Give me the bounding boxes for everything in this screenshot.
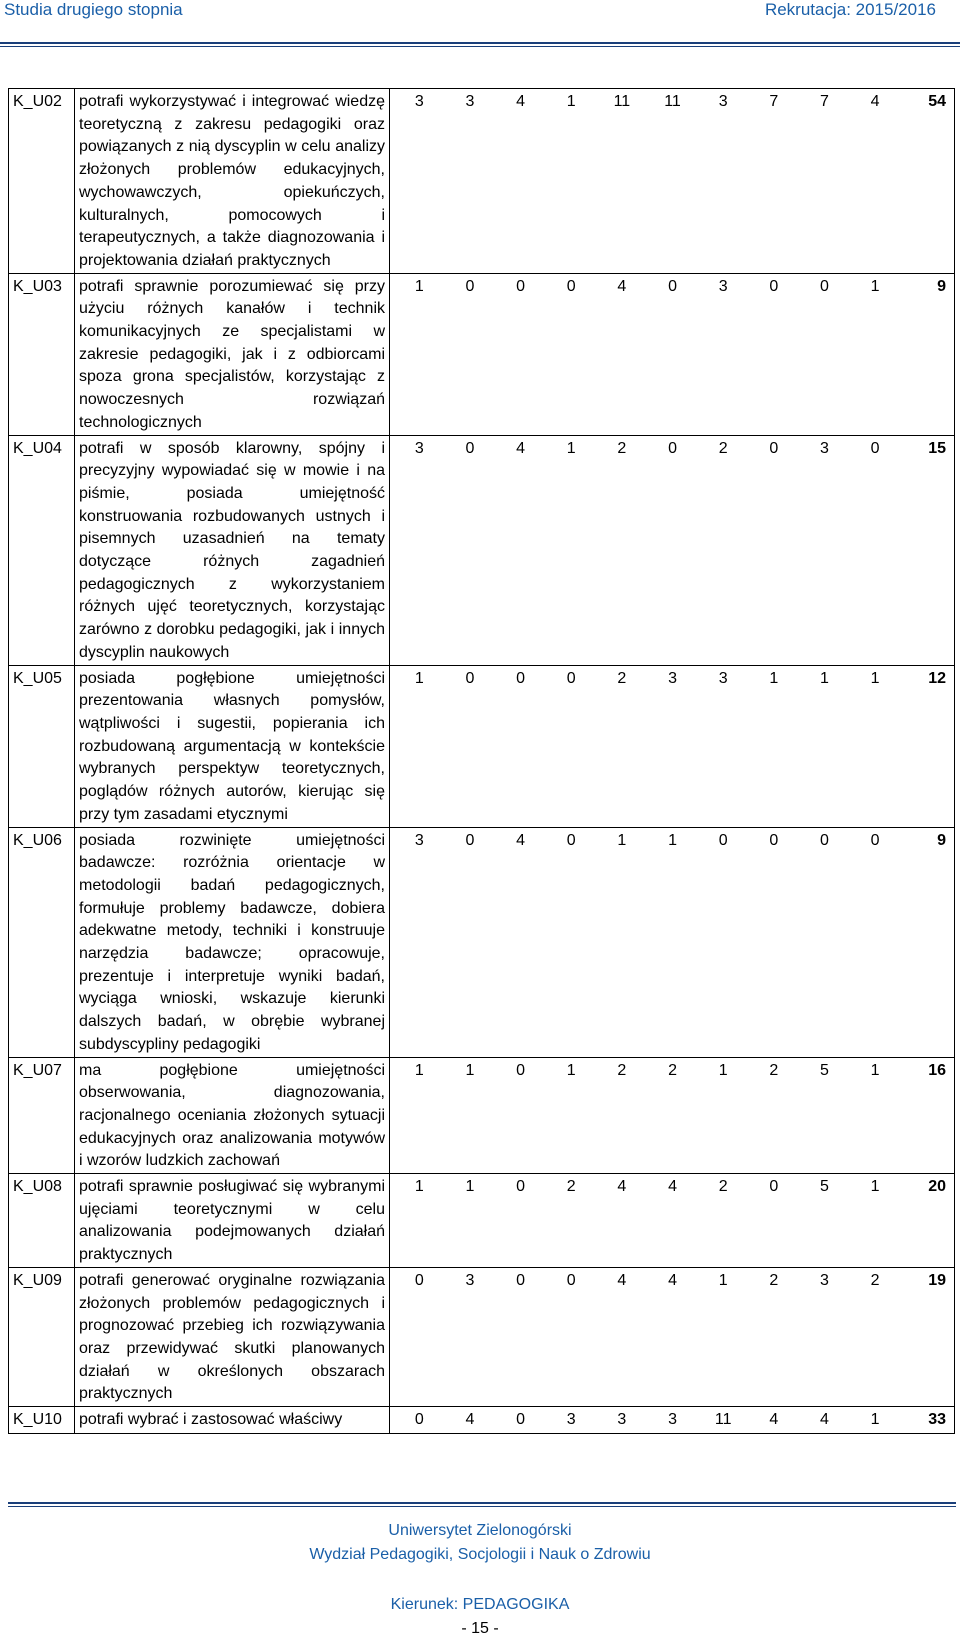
value-cell: 2 bbox=[617, 439, 627, 457]
value-cell: 0 bbox=[769, 277, 779, 295]
value-cell: 4 bbox=[516, 93, 526, 110]
value-cell: 2 bbox=[769, 1271, 779, 1289]
value-cell: 0 bbox=[819, 831, 829, 849]
value-cell: 3 bbox=[718, 669, 728, 687]
outcome-values bbox=[390, 827, 955, 1057]
outcome-code: K_U07 bbox=[9, 1057, 75, 1174]
outcome-values bbox=[390, 435, 955, 665]
value-cell: 5 bbox=[819, 1061, 829, 1079]
sum-cell: 16 bbox=[928, 1061, 946, 1079]
value-cell: 0 bbox=[516, 1411, 526, 1429]
value-cell: 0 bbox=[414, 1411, 424, 1429]
value-cell: 5 bbox=[819, 1178, 829, 1196]
value-cell: 7 bbox=[819, 93, 829, 110]
value-cell: 3 bbox=[819, 1271, 829, 1289]
value-cell: 1 bbox=[870, 669, 880, 687]
sum-cell: 15 bbox=[928, 439, 946, 457]
value-cell: 0 bbox=[516, 1178, 526, 1196]
value-cell: 2 bbox=[718, 1178, 728, 1196]
value-cell: 1 bbox=[718, 1271, 728, 1289]
value-cell: 2 bbox=[566, 1178, 576, 1196]
value-cell: 3 bbox=[668, 1411, 677, 1429]
value-cell: 4 bbox=[769, 1411, 779, 1429]
value-cell: 3 bbox=[819, 439, 829, 457]
value-cell: 0 bbox=[465, 831, 475, 849]
table-row bbox=[9, 1267, 955, 1406]
outcome-description: potrafi sprawnie porozumiewać się przy użyciu różnych kanałów i technik komunikacyjnych ze specjalistami w zakresie pedagogiki, jak i z odbiorcami spoza grona specjalistów, korzystając z nowoczesnych rozwiązań technologicznych bbox=[75, 273, 390, 435]
outcome-code: K_U09 bbox=[9, 1267, 75, 1406]
value-cell: 1 bbox=[819, 669, 829, 687]
value-cell: 4 bbox=[617, 1178, 627, 1196]
value-cell: 2 bbox=[617, 669, 627, 687]
outcome-code: K_U06 bbox=[9, 827, 75, 1057]
footer-kierunek: Kierunek: PEDAGOGIKA bbox=[390, 1596, 570, 1613]
value-cell: 1 bbox=[870, 277, 880, 295]
outcome-code: K_U02 bbox=[9, 89, 75, 274]
value-cell: 4 bbox=[668, 1271, 677, 1289]
value-cell: 4 bbox=[668, 1178, 677, 1196]
page-number: - 15 - bbox=[461, 1620, 499, 1637]
value-cell: 2 bbox=[668, 1061, 677, 1079]
value-cell: 3 bbox=[465, 93, 475, 110]
value-cell: 4 bbox=[617, 1271, 627, 1289]
outcome-values bbox=[390, 1407, 955, 1434]
outcome-values bbox=[390, 273, 955, 435]
table-row bbox=[9, 1057, 955, 1174]
value-cell: 1 bbox=[465, 1061, 475, 1079]
value-cell: 0 bbox=[465, 669, 475, 687]
outcome-code: K_U08 bbox=[9, 1174, 75, 1268]
value-cell: 1 bbox=[566, 1061, 576, 1079]
outcome-values bbox=[390, 89, 955, 274]
value-cell: 3 bbox=[718, 93, 728, 110]
value-cell: 4 bbox=[516, 439, 526, 457]
value-cell: 0 bbox=[566, 1271, 576, 1289]
value-cell: 1 bbox=[870, 1178, 880, 1196]
outcome-description: potrafi generować oryginalne rozwiązania złożonych problemów pedagogicznych i prognozować przebieg ich rozwiązywania oraz przewidywać skutki planowanych działań w określonych obszarach praktycznych bbox=[75, 1267, 390, 1406]
header-divider bbox=[0, 42, 960, 47]
table-row bbox=[9, 89, 955, 274]
value-cell: 1 bbox=[870, 1061, 880, 1079]
value-cell: 4 bbox=[465, 1411, 475, 1429]
sum-cell: 19 bbox=[928, 1271, 946, 1289]
value-cell: 1 bbox=[718, 1061, 728, 1079]
value-cell: 0 bbox=[414, 1271, 424, 1289]
outcome-values bbox=[390, 1057, 955, 1174]
table-row bbox=[9, 1407, 955, 1434]
outcome-values bbox=[390, 1267, 955, 1406]
sum-cell: 9 bbox=[937, 831, 946, 849]
outcome-description: potrafi wykorzystywać i integrować wiedzę teoretyczną z zakresu pedagogiki oraz powiązanych z nią dyscyplin w celu analizy złożonych problemów edukacyjnych, wychowawczych, opiekuńczych, kulturalnych, pomocowych i terapeutycznych, a także diagnozowania i projektowania działań praktycznych bbox=[75, 89, 390, 274]
value-cell: 4 bbox=[819, 1411, 829, 1429]
value-cell: 3 bbox=[668, 669, 677, 687]
header-program: Studia drugiego stopnia bbox=[4, 0, 183, 19]
value-cell: 0 bbox=[516, 277, 526, 295]
value-cell: 0 bbox=[566, 277, 576, 295]
value-cell: 0 bbox=[516, 1061, 526, 1079]
value-cell: 0 bbox=[668, 439, 677, 457]
value-cell: 0 bbox=[769, 1178, 779, 1196]
value-cell: 1 bbox=[566, 439, 576, 457]
value-cell: 1 bbox=[769, 669, 779, 687]
outcome-description: posiada pogłębione umiejętności prezentowania własnych pomysłów, wątpliwości i sugestii, popierania ich rozbudowaną argumentacją w kontekście wybranych perspektyw teoretycznych, poglądów różnych autorów, kierując się przy tym zasadami etycznymi bbox=[75, 665, 390, 827]
value-cell: 3 bbox=[465, 1271, 475, 1289]
value-cell: 0 bbox=[516, 1271, 526, 1289]
sum-cell: 9 bbox=[937, 277, 946, 295]
value-cell: 1 bbox=[465, 1178, 475, 1196]
footer-faculty: Wydział Pedagogiki, Socjologii i Nauk o Zdrowiu bbox=[309, 1546, 651, 1563]
value-cell: 0 bbox=[566, 831, 576, 849]
value-cell: 0 bbox=[566, 669, 576, 687]
table-row bbox=[9, 273, 955, 435]
value-cell: 2 bbox=[769, 1061, 779, 1079]
value-cell: 1 bbox=[566, 93, 576, 110]
value-cell: 3 bbox=[414, 93, 424, 110]
value-cell: 3 bbox=[566, 1411, 576, 1429]
value-cell: 3 bbox=[414, 831, 424, 849]
table-row bbox=[9, 827, 955, 1057]
table-row bbox=[9, 435, 955, 665]
learning-outcomes-table bbox=[8, 88, 955, 1434]
value-cell: 0 bbox=[769, 439, 779, 457]
outcome-code: K_U04 bbox=[9, 435, 75, 665]
value-cell: 2 bbox=[870, 1271, 880, 1289]
outcome-code: K_U03 bbox=[9, 273, 75, 435]
outcome-description: potrafi wybrać i zastosować właściwy bbox=[75, 1407, 390, 1434]
value-cell: 1 bbox=[414, 277, 424, 295]
value-cell: 0 bbox=[718, 831, 728, 849]
sum-cell: 54 bbox=[928, 93, 946, 110]
header-recruitment: Rekrutacja: 2015/2016 bbox=[764, 0, 936, 19]
value-cell: 7 bbox=[769, 93, 779, 110]
value-cell: 4 bbox=[516, 831, 526, 849]
outcome-description: ma pogłębione umiejętności obserwowania, diagnozowania, racjonalnego oceniania złożonych sytuacji edukacyjnych oraz analizowania motywów i wzorów ludzkich zachowań bbox=[75, 1057, 390, 1174]
table-row bbox=[9, 1174, 955, 1268]
table-row bbox=[9, 665, 955, 827]
value-cell: 0 bbox=[668, 277, 677, 295]
value-cell: 1 bbox=[414, 669, 424, 687]
footer-university: Uniwersytet Zielonogórski bbox=[388, 1522, 572, 1539]
value-cell: 4 bbox=[870, 93, 880, 110]
value-cell: 0 bbox=[819, 277, 829, 295]
value-cell: 1 bbox=[870, 1411, 880, 1429]
value-cell: 11 bbox=[613, 93, 631, 110]
value-cell: 3 bbox=[414, 439, 424, 457]
footer-divider bbox=[8, 1502, 956, 1507]
sum-cell: 33 bbox=[928, 1411, 946, 1429]
value-cell: 0 bbox=[769, 831, 779, 849]
value-cell: 1 bbox=[617, 831, 627, 849]
sum-cell: 20 bbox=[928, 1178, 946, 1196]
value-cell: 11 bbox=[664, 93, 681, 110]
value-cell: 2 bbox=[718, 439, 728, 457]
value-cell: 0 bbox=[870, 831, 880, 849]
value-cell: 3 bbox=[718, 277, 728, 295]
outcome-values bbox=[390, 1174, 955, 1268]
outcome-description: posiada rozwinięte umiejętności badawcze: rozróżnia orientacje w metodologii badań pedagogicznych, formułuje problemy badawcze, dobiera adekwatne metody, techniki i konstruuje narzędzia badawcze; opracowuje, prezentuje i interpretuje wyniki badań, wyciąga wnioski, wskazuje kierunki dalszych badań, w obrębie wybranej subdyscypliny pedagogiki bbox=[75, 827, 390, 1057]
value-cell: 1 bbox=[414, 1178, 424, 1196]
value-cell: 1 bbox=[668, 831, 677, 849]
sum-cell: 12 bbox=[928, 669, 946, 687]
outcome-description: potrafi sprawnie posługiwać się wybranymi ujęciami teoretycznymi w celu analizowania podejmowanych działań praktycznych bbox=[75, 1174, 390, 1268]
value-cell: 2 bbox=[617, 1061, 627, 1079]
outcome-values bbox=[390, 665, 955, 827]
value-cell: 1 bbox=[414, 1061, 424, 1079]
value-cell: 0 bbox=[465, 439, 475, 457]
value-cell: 0 bbox=[516, 669, 526, 687]
value-cell: 0 bbox=[465, 277, 475, 295]
outcome-description: potrafi w sposób klarowny, spójny i precyzyjny wypowiadać się w mowie i na piśmie, posiada umiejętność konstruowania rozbudowanych ustnych i pisemnych uzasadnień na tematy dotyczące różnych zagadnień pedagogicznych z wykorzystaniem różnych ujęć teoretycznych, korzystając zarówno z dorobku pedagogiki, jak i innych dyscyplin naukowych bbox=[75, 435, 390, 665]
value-cell: 4 bbox=[617, 277, 627, 295]
outcome-code: K_U10 bbox=[9, 1407, 75, 1434]
value-cell: 0 bbox=[870, 439, 880, 457]
outcome-code: K_U05 bbox=[9, 665, 75, 827]
value-cell: 11 bbox=[714, 1411, 732, 1429]
value-cell: 3 bbox=[617, 1411, 627, 1429]
